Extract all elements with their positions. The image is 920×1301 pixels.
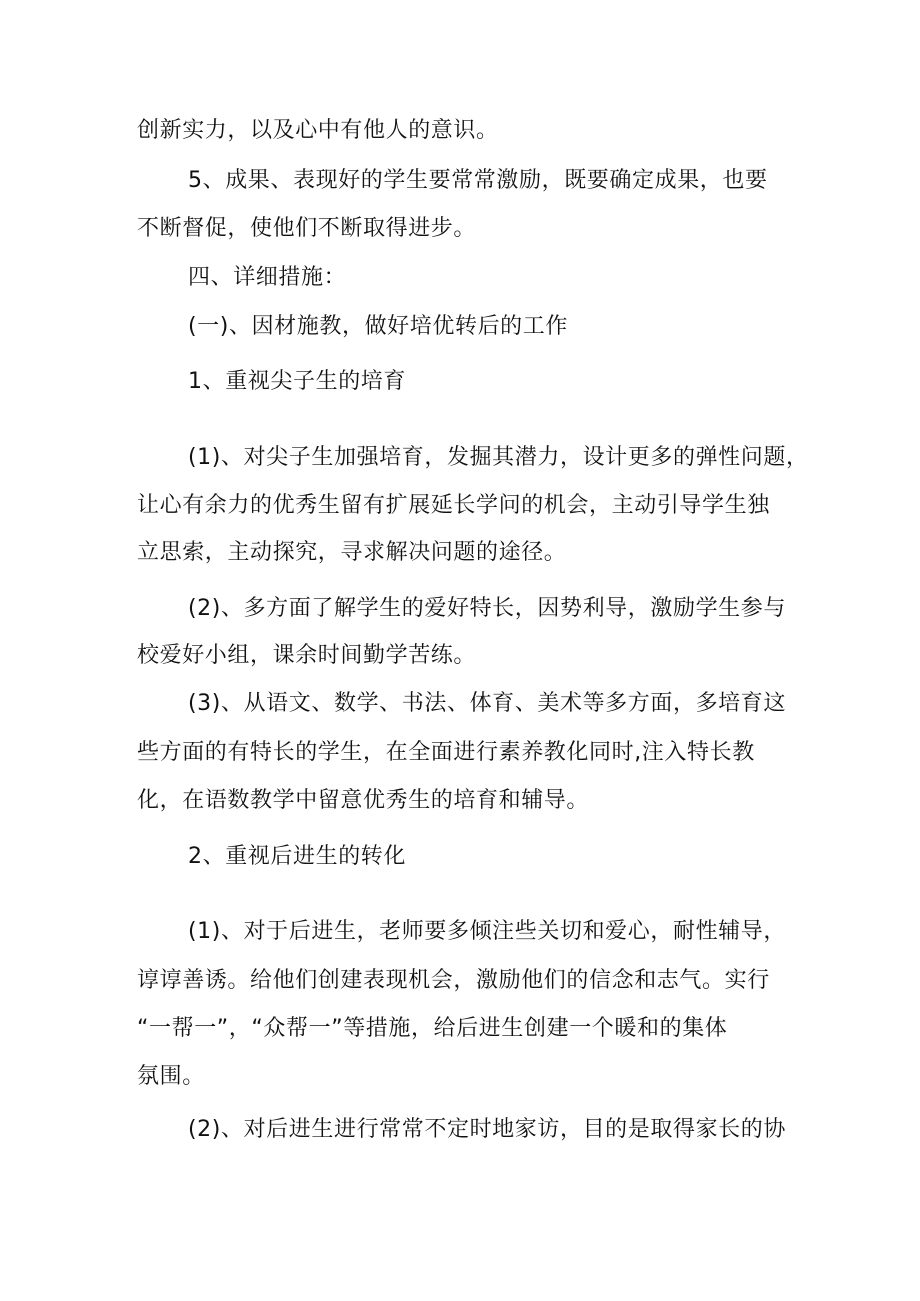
text-line: 谆谆善诱。给他们创建表现机会，激励他们的信念和志气。实行 — [137, 968, 770, 993]
text-line: 5、成果、表现好的学生要常常激励，既要确定成果，也要 — [188, 168, 768, 193]
item-heading: 2、重视后进生的转化 — [188, 844, 406, 869]
text-line: 化，在语数教学中留意优秀生的培育和辅导。 — [137, 788, 590, 813]
subsection-heading: (一)、因材施教，做好培优转后的工作 — [188, 314, 568, 339]
text-line: 氛围。 — [137, 1064, 205, 1089]
text-line: 立思索，主动探究，寻求解决问题的途径。 — [137, 540, 567, 565]
text-line: (1)、对尖子生加强培育，发掘其潜力，设计更多的弹性问题， — [188, 445, 809, 470]
section-heading: 四、详细措施： — [188, 265, 347, 290]
text-line: (2)、多方面了解学生的爱好特长，因势利导，激励学生参与 — [188, 596, 786, 621]
text-line: 让心有余力的优秀生留有扩展延长学问的机会，主动引导学生独 — [137, 493, 770, 518]
text-line: 校爱好小组，课余时间勤学苦练。 — [137, 643, 477, 668]
text-line: (1)、对于后进生，老师要多倾注些关切和爱心，耐性辅导， — [188, 919, 786, 944]
text-line: (3)、从语文、数学、书法、体育、美术等多方面，多培育这 — [188, 691, 786, 716]
text-line: (2)、对后进生进行常常不定时地家访，目的是取得家长的协 — [188, 1117, 786, 1142]
text-line: 创新实力，以及心中有他人的意识。 — [137, 118, 499, 143]
text-line: 不断督促，使他们不断取得进步。 — [137, 216, 477, 241]
item-heading: 1、重视尖子生的培育 — [188, 369, 406, 394]
text-line: 些方面的有特长的学生，在全面进行素养教化同时,注入特长教 — [137, 740, 755, 765]
text-line: “一帮一”，“众帮一”等措施，给后进生创建一个暖和的集体 — [137, 1016, 728, 1041]
